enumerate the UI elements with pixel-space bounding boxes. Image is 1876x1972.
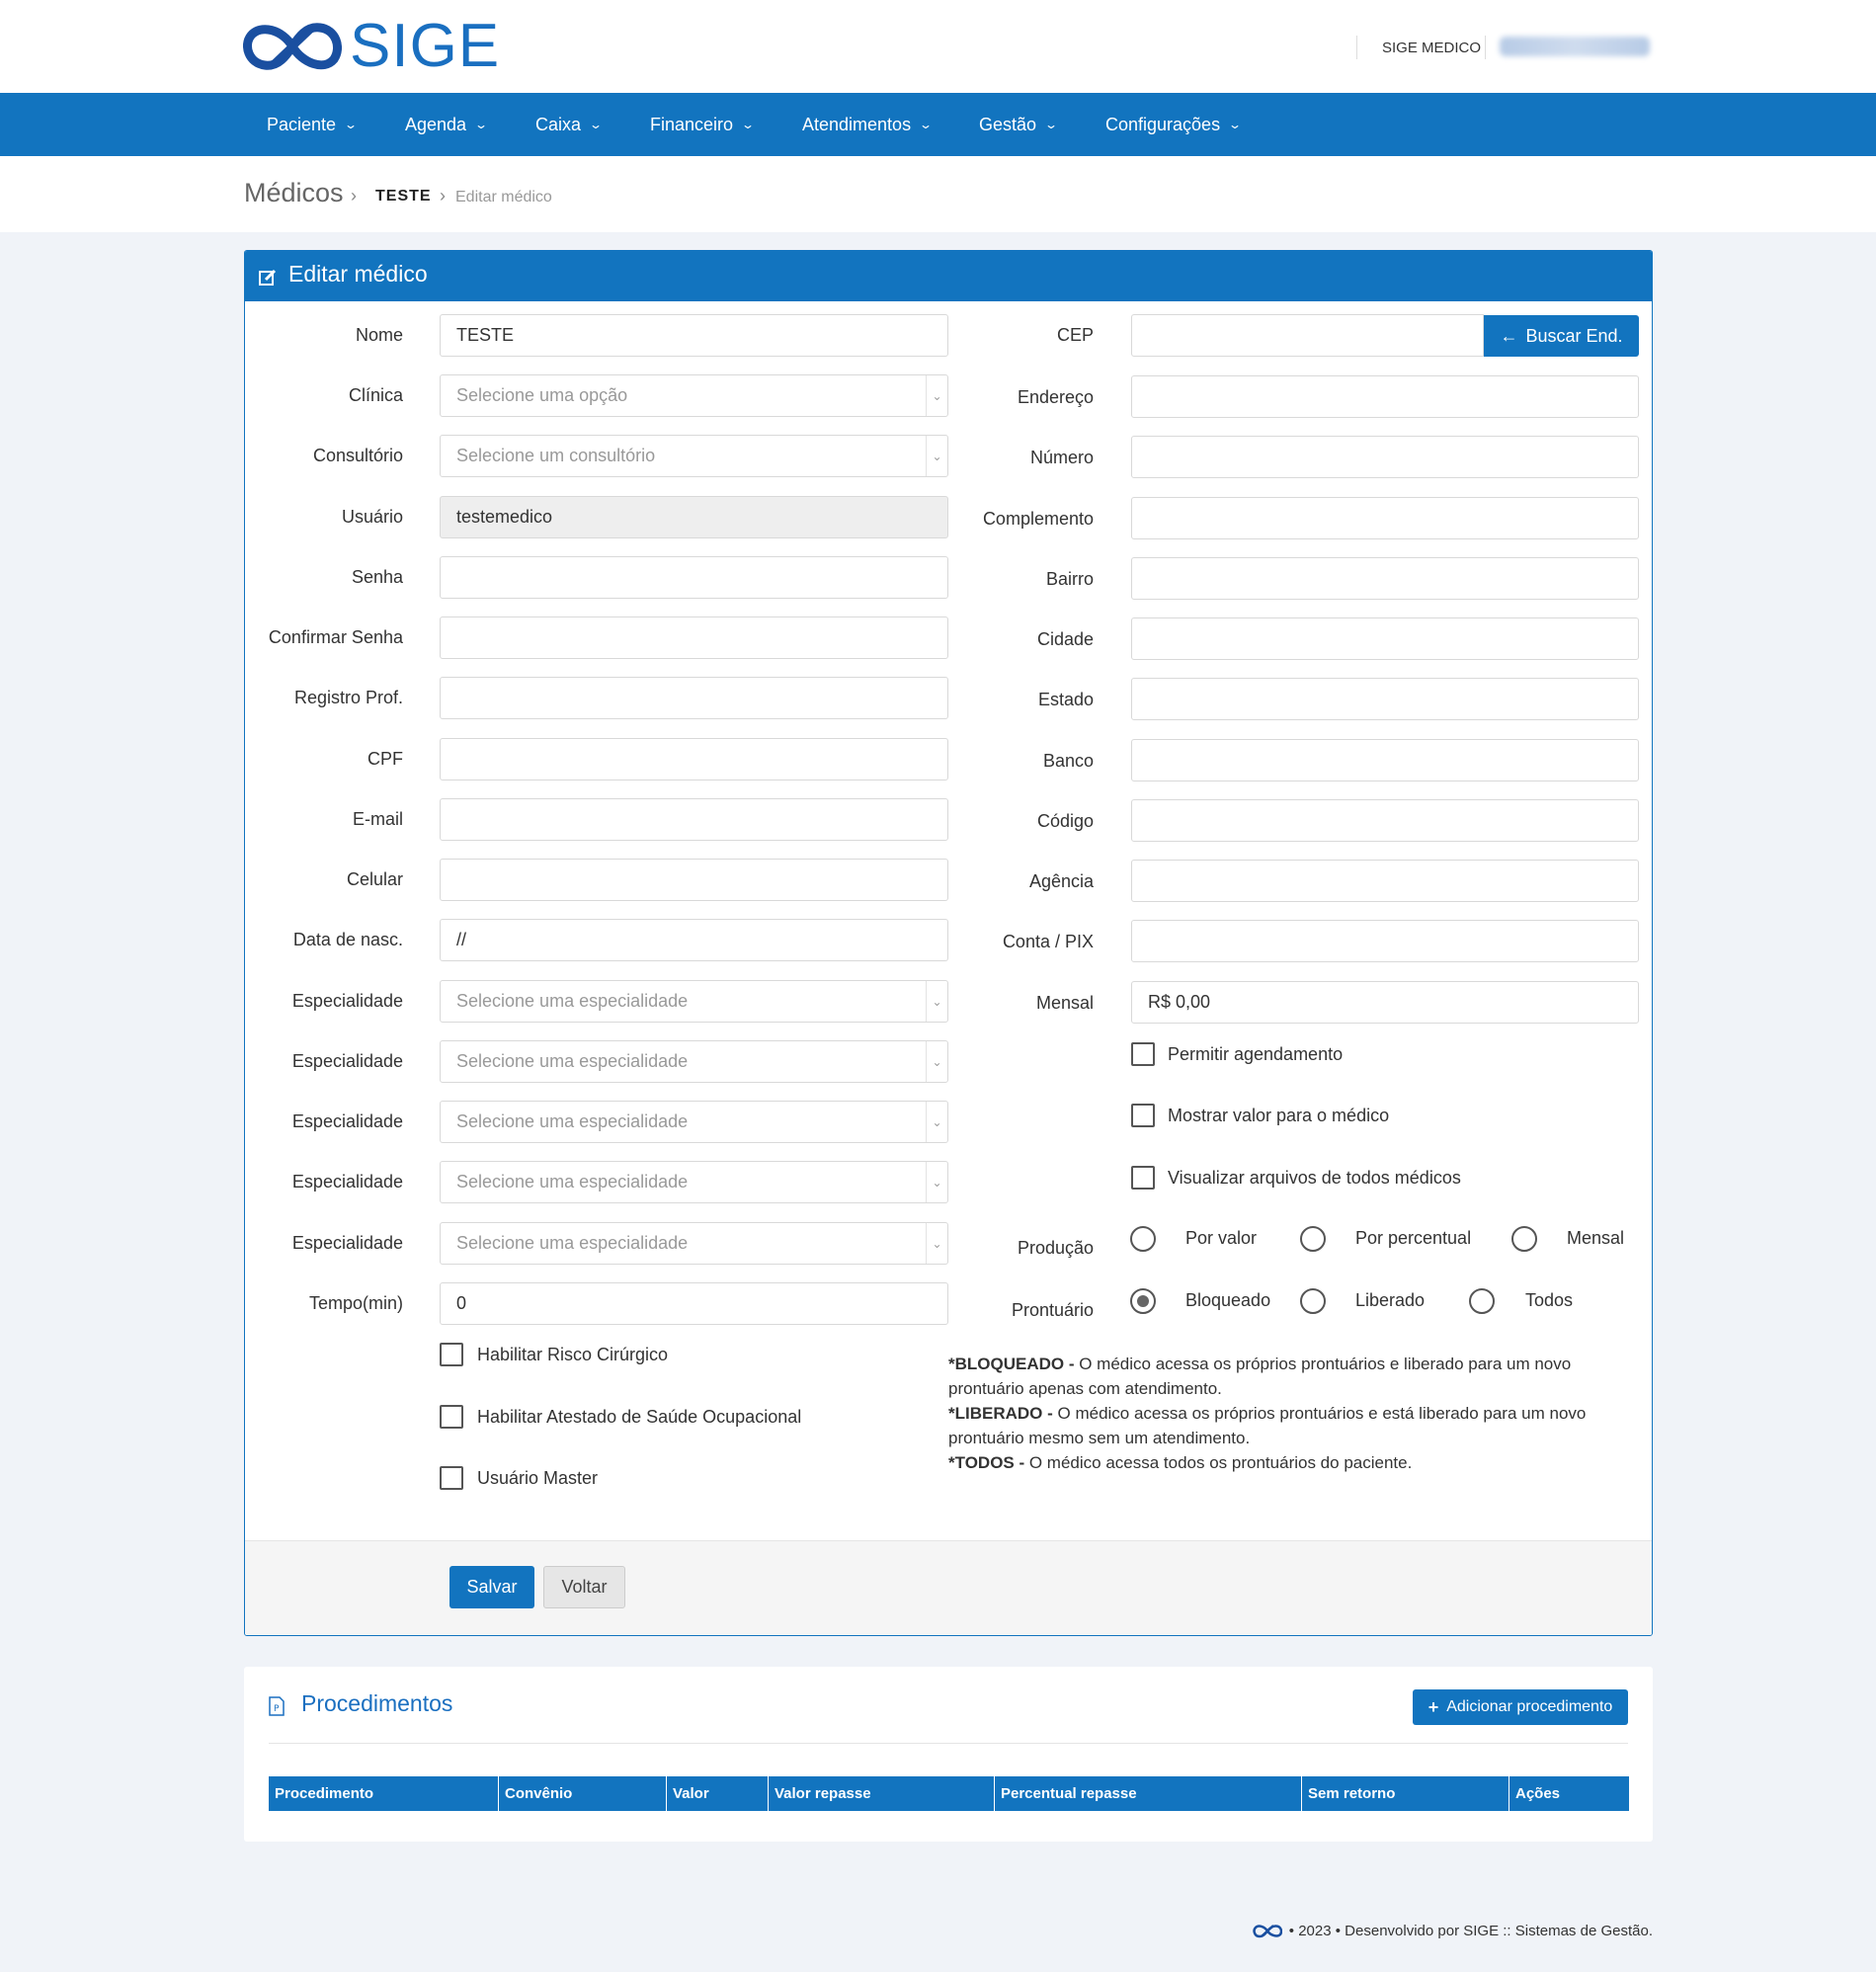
conta-label: Conta / PIX	[1002, 932, 1094, 951]
agencia-label: Agência	[1028, 871, 1094, 891]
sige-logo-icon	[243, 16, 342, 77]
note-key: *BLOQUEADO -	[948, 1355, 1075, 1373]
prontuario-label: Prontuário	[1011, 1300, 1094, 1320]
procedimentos-table-header	[269, 1776, 1629, 1811]
producao-por-percentual-label: Por percentual	[1355, 1228, 1472, 1248]
conta-input[interactable]	[1131, 920, 1639, 962]
chevron-down-icon: ⌄	[926, 1041, 947, 1082]
especialidade-placeholder: Selecione uma especialidade	[456, 1111, 689, 1131]
prontuario-todos-label: Todos	[1525, 1290, 1574, 1310]
column-header[interactable]: Valor repasse	[769, 1776, 995, 1811]
chevron-down-icon: ⌄	[926, 375, 947, 416]
endereco-input[interactable]	[1131, 375, 1639, 418]
breadcrumb-page: Editar médico	[455, 189, 552, 205]
especialidade-label: Especialidade	[291, 1172, 403, 1191]
add-procedimento-label: Adicionar procedimento	[1446, 1698, 1613, 1715]
usuario-input: testemedico	[440, 496, 948, 538]
chevron-down-icon: ⌄	[926, 1223, 947, 1264]
numero-input[interactable]	[1131, 436, 1639, 478]
header-divider	[1356, 36, 1357, 59]
especialidade-placeholder: Selecione uma especialidade	[456, 1233, 689, 1253]
consultorio-placeholder: Selecione um consultório	[456, 446, 656, 465]
producao-label: Produção	[1017, 1238, 1094, 1258]
clinica-label: Clínica	[348, 385, 403, 405]
estado-input[interactable]	[1131, 678, 1639, 720]
estado-label: Estado	[1037, 690, 1094, 709]
note-text: O médico acessa todos os prontuários do paciente.	[1024, 1453, 1413, 1472]
nav-label: Financeiro	[650, 114, 734, 134]
chevron-down-icon: ⌄	[741, 118, 756, 131]
producao-mensal-label: Mensal	[1567, 1228, 1625, 1248]
nav-caixa[interactable]	[535, 93, 604, 156]
chevron-down-icon: ⌄	[926, 436, 947, 476]
breadcrumb-chevron-icon: ›	[440, 186, 446, 205]
producao-mensal-radio[interactable]	[1511, 1226, 1537, 1252]
email-label: E-mail	[352, 809, 403, 829]
clinica-select[interactable]	[440, 374, 948, 417]
add-procedimento-button[interactable]	[1413, 1689, 1628, 1725]
note-bloqueado	[948, 1352, 1640, 1401]
consultorio-select[interactable]	[440, 435, 948, 477]
buscar-label: Buscar End.	[1525, 325, 1623, 346]
usuario-master-checkbox[interactable]	[440, 1466, 463, 1490]
nome-input[interactable]: TESTE	[440, 314, 948, 357]
complemento-input[interactable]	[1131, 497, 1639, 539]
nav-label: Caixa	[535, 114, 582, 134]
arrow-left-icon: ←	[1500, 325, 1518, 346]
column-header[interactable]: Valor	[667, 1776, 769, 1811]
especialidade-select[interactable]	[440, 980, 948, 1023]
edit-icon	[259, 269, 277, 287]
nav-financeiro[interactable]	[650, 93, 756, 156]
cep-input[interactable]	[1131, 314, 1484, 357]
consultorio-label: Consultório	[312, 446, 403, 465]
risco-cirurgico-checkbox[interactable]	[440, 1343, 463, 1366]
prontuario-todos-radio[interactable]	[1469, 1288, 1495, 1314]
especialidade-placeholder: Selecione uma especialidade	[456, 1172, 689, 1191]
atestado-checkbox[interactable]	[440, 1405, 463, 1429]
registro-input[interactable]	[440, 677, 948, 719]
mensal-input[interactable]: R$ 0,00	[1131, 981, 1639, 1024]
chevron-down-icon: ⌄	[919, 118, 934, 131]
nav-label: Paciente	[267, 114, 337, 134]
nav-gestao[interactable]	[979, 93, 1059, 156]
senha-input[interactable]	[440, 556, 948, 599]
complemento-label: Complemento	[982, 509, 1094, 529]
atestado-label: Habilitar Atestado de Saúde Ocupacional	[477, 1407, 802, 1427]
chevron-down-icon: ⌄	[926, 981, 947, 1022]
especialidade-placeholder: Selecione uma especialidade	[456, 991, 689, 1011]
column-header[interactable]: Procedimento	[269, 1776, 499, 1811]
data-nasc-input[interactable]: //	[440, 919, 948, 961]
note-key: *LIBERADO -	[948, 1404, 1053, 1423]
chevron-down-icon: ⌄	[589, 118, 604, 131]
cpf-input[interactable]	[440, 738, 948, 781]
column-header[interactable]: Ações	[1515, 1785, 1561, 1802]
procedimentos-title: Procedimentos	[301, 1690, 453, 1716]
footer-text: • 2023 • Desenvolvido por SIGE :: Sistemas de Gestão.	[1288, 1923, 1653, 1939]
nav-paciente[interactable]	[267, 93, 359, 156]
cep-label: CEP	[1056, 325, 1094, 345]
usuario-master-label: Usuário Master	[477, 1468, 599, 1488]
mensal-label: Mensal	[1035, 993, 1094, 1013]
nav-configuracoes[interactable]	[1105, 93, 1243, 156]
usuario-label: Usuário	[341, 507, 403, 527]
numero-label: Número	[1029, 448, 1094, 467]
producao-por-valor-label: Por valor	[1185, 1228, 1258, 1248]
breadcrumb-current[interactable]: TESTE	[375, 188, 432, 205]
document-icon	[269, 1696, 285, 1716]
confirmar-senha-input[interactable]	[440, 616, 948, 659]
main-navbar	[0, 93, 1876, 156]
producao-por-valor-radio[interactable]	[1130, 1226, 1156, 1252]
sige-footer-logo-icon	[1253, 1923, 1282, 1939]
breadcrumb-root[interactable]: Médicos	[244, 178, 344, 207]
especialidade-label: Especialidade	[291, 1233, 403, 1253]
celular-input[interactable]	[440, 859, 948, 901]
prontuario-notes	[948, 1352, 1640, 1475]
chevron-down-icon: ⌄	[474, 118, 489, 131]
chevron-down-icon: ⌄	[344, 118, 359, 131]
nome-label: Nome	[355, 325, 403, 345]
nav-label: Agenda	[405, 114, 467, 134]
bairro-input[interactable]	[1131, 557, 1639, 600]
agencia-input[interactable]	[1131, 860, 1639, 902]
especialidade-label: Especialidade	[291, 991, 403, 1011]
note-liberado	[948, 1401, 1640, 1450]
chevron-down-icon: ⌄	[1228, 118, 1243, 131]
note-todos	[948, 1450, 1640, 1475]
confirmar-senha-label: Confirmar Senha	[268, 627, 403, 647]
tempo-label: Tempo(min)	[308, 1293, 403, 1313]
nav-label: Atendimentos	[802, 114, 912, 134]
endereco-label: Endereço	[1017, 387, 1094, 407]
app-name[interactable]: SIGE MEDICO	[1382, 39, 1482, 56]
nav-label: Gestão	[979, 114, 1037, 134]
nav-atendimentos[interactable]	[802, 93, 934, 156]
visualizar-arquivos-checkbox[interactable]	[1131, 1166, 1155, 1190]
prontuario-liberado-label: Liberado	[1355, 1290, 1426, 1310]
banco-label: Banco	[1042, 751, 1094, 771]
nav-agenda[interactable]	[405, 93, 489, 156]
especialidade-select[interactable]	[440, 1040, 948, 1083]
bairro-label: Bairro	[1045, 569, 1094, 589]
registro-label: Registro Prof.	[293, 688, 403, 707]
especialidade-label: Especialidade	[291, 1051, 403, 1071]
divider	[269, 1743, 1628, 1744]
svg-text:P: P	[274, 1704, 280, 1714]
cidade-input[interactable]	[1131, 617, 1639, 660]
clinica-placeholder: Selecione uma opção	[456, 385, 628, 405]
back-button[interactable]: Voltar	[543, 1566, 625, 1608]
tempo-input[interactable]: 0	[440, 1282, 948, 1325]
sige-logo[interactable]	[243, 12, 501, 80]
prontuario-liberado-radio[interactable]	[1300, 1288, 1326, 1314]
chevron-down-icon: ⌄	[926, 1162, 947, 1202]
codigo-input[interactable]	[1131, 799, 1639, 842]
note-text: O médico acessa os próprios prontuários e está liberado para um novo prontuário mesmo sem um atendimento.	[948, 1404, 1587, 1447]
prontuario-bloqueado-label: Bloqueado	[1185, 1290, 1271, 1310]
header-divider	[1485, 36, 1486, 59]
permitir-agendamento-label: Permitir agendamento	[1168, 1044, 1344, 1064]
buscar-endereco-button[interactable]	[1484, 315, 1639, 357]
especialidade-select[interactable]	[440, 1101, 948, 1143]
note-key: *TODOS -	[948, 1453, 1025, 1472]
celular-label: Celular	[346, 869, 403, 889]
mostrar-valor-label: Mostrar valor para o médico	[1168, 1106, 1390, 1125]
chevron-down-icon: ⌄	[926, 1102, 947, 1142]
visualizar-arquivos-label: Visualizar arquivos de todos médicos	[1168, 1168, 1461, 1188]
panel-header	[245, 251, 1652, 301]
especialidade-placeholder: Selecione uma especialidade	[456, 1051, 689, 1071]
save-button[interactable]: Salvar	[449, 1566, 534, 1608]
note-text: O médico acessa os próprios prontuários e liberado para um novo prontuário apenas com atendimento.	[948, 1355, 1572, 1398]
email-input[interactable]	[440, 798, 948, 841]
codigo-label: Código	[1036, 811, 1094, 831]
producao-por-percentual-radio[interactable]	[1300, 1226, 1326, 1252]
column-header[interactable]: Sem retorno	[1302, 1776, 1509, 1811]
especialidade-label: Especialidade	[291, 1111, 403, 1131]
panel-title: Editar médico	[288, 261, 428, 287]
senha-label: Senha	[351, 567, 403, 587]
data-nasc-label: Data de nasc.	[292, 930, 403, 949]
risco-cirurgico-label: Habilitar Risco Cirúrgico	[477, 1345, 669, 1364]
column-header[interactable]: Convênio	[499, 1776, 667, 1811]
user-name-blurred[interactable]	[1500, 37, 1650, 56]
chevron-down-icon: ⌄	[1044, 118, 1059, 131]
cidade-label: Cidade	[1036, 629, 1094, 649]
mostrar-valor-checkbox[interactable]	[1131, 1104, 1155, 1127]
plus-icon: +	[1427, 1696, 1439, 1717]
permitir-agendamento-checkbox[interactable]	[1131, 1042, 1155, 1066]
column-header[interactable]: Percentual repasse	[995, 1776, 1302, 1811]
prontuario-bloqueado-radio[interactable]	[1130, 1288, 1156, 1314]
cpf-label: CPF	[367, 749, 403, 769]
especialidade-select[interactable]	[440, 1222, 948, 1265]
nav-label: Configurações	[1105, 114, 1221, 134]
logo-text: SIGE	[350, 12, 501, 80]
especialidade-select[interactable]	[440, 1161, 948, 1203]
breadcrumb-chevron-icon: ›	[351, 186, 357, 205]
banco-input[interactable]	[1131, 739, 1639, 781]
